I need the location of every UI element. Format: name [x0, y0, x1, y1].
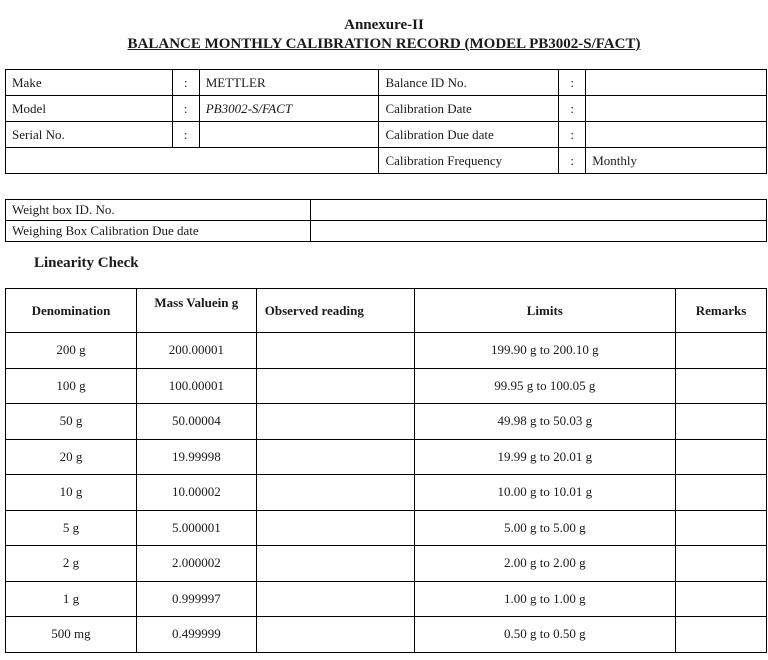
- serial-label: Serial No.: [6, 122, 173, 148]
- linearity-table-body: [6, 333, 767, 653]
- denomination-cell: 2 g: [6, 546, 137, 582]
- remarks-cell[interactable]: [676, 368, 767, 404]
- column-header-limits: Limits: [414, 289, 676, 333]
- observed-reading-cell[interactable]: [256, 581, 414, 617]
- table-row: [6, 581, 767, 617]
- weight-box-row: [6, 221, 767, 242]
- limits-cell: 99.95 g to 100.05 g: [414, 368, 676, 404]
- calibration-date-label: Calibration Date: [379, 96, 559, 122]
- table-row: [6, 510, 767, 546]
- make-value: METTLER: [199, 70, 379, 96]
- info-row: [6, 70, 767, 96]
- column-header-observed-reading: Observed reading: [256, 289, 414, 333]
- colon: :: [559, 96, 586, 122]
- denomination-cell: 200 g: [6, 333, 137, 369]
- mass-value-cell: 0.499999: [136, 617, 256, 653]
- colon: :: [172, 122, 199, 148]
- denomination-cell: 10 g: [6, 475, 137, 511]
- mass-value-cell: 0.999997: [136, 581, 256, 617]
- limits-cell: 10.00 g to 10.01 g: [414, 475, 676, 511]
- mass-value-cell: 100.00001: [136, 368, 256, 404]
- column-header-remarks: Remarks: [676, 289, 767, 333]
- remarks-cell[interactable]: [676, 404, 767, 440]
- colon: :: [559, 148, 586, 174]
- info-row: [6, 122, 767, 148]
- table-row: [6, 368, 767, 404]
- mass-value-cell: 10.00002: [136, 475, 256, 511]
- remarks-cell[interactable]: [676, 510, 767, 546]
- info-row: [6, 96, 767, 122]
- column-header-mass-value: Mass Valuein g: [136, 289, 256, 333]
- table-row: [6, 475, 767, 511]
- limits-cell: 49.98 g to 50.03 g: [414, 404, 676, 440]
- column-header-denomination: Denomination: [6, 289, 137, 333]
- calibration-frequency-value: Monthly: [586, 148, 767, 174]
- balance-id-value[interactable]: [586, 70, 767, 96]
- denomination-cell: 1 g: [6, 581, 137, 617]
- limits-cell: 1.00 g to 1.00 g: [414, 581, 676, 617]
- colon: :: [172, 70, 199, 96]
- weight-box-table: [5, 199, 767, 242]
- limits-cell: 5.00 g to 5.00 g: [414, 510, 676, 546]
- mass-value-cell: 200.00001: [136, 333, 256, 369]
- remarks-cell[interactable]: [676, 475, 767, 511]
- table-row: [6, 439, 767, 475]
- limits-cell: 0.50 g to 0.50 g: [414, 617, 676, 653]
- observed-reading-cell[interactable]: [256, 333, 414, 369]
- linearity-header-row: [6, 289, 767, 333]
- balance-info-table: [5, 69, 767, 174]
- info-row: [6, 148, 767, 174]
- calibration-frequency-label: Calibration Frequency: [379, 148, 559, 174]
- observed-reading-cell[interactable]: [256, 546, 414, 582]
- serial-value[interactable]: [199, 122, 379, 148]
- denomination-cell: 500 mg: [6, 617, 137, 653]
- colon: :: [172, 96, 199, 122]
- remarks-cell[interactable]: [676, 581, 767, 617]
- limits-cell: 2.00 g to 2.00 g: [414, 546, 676, 582]
- table-row: [6, 617, 767, 653]
- remarks-cell[interactable]: [676, 439, 767, 475]
- mass-value-cell: 5.000001: [136, 510, 256, 546]
- observed-reading-cell[interactable]: [256, 439, 414, 475]
- observed-reading-cell[interactable]: [256, 368, 414, 404]
- document-title: BALANCE MONTHLY CALIBRATION RECORD (MODEL PB3002-S/FACT): [127, 36, 641, 52]
- observed-reading-cell[interactable]: [256, 510, 414, 546]
- remarks-cell[interactable]: [676, 546, 767, 582]
- table-row: [6, 333, 767, 369]
- denomination-cell: 50 g: [6, 404, 137, 440]
- calibration-due-label: Calibration Due date: [379, 122, 559, 148]
- remarks-cell[interactable]: [676, 617, 767, 653]
- colon: :: [559, 70, 586, 96]
- table-row: [6, 546, 767, 582]
- mass-value-cell: 19.99998: [136, 439, 256, 475]
- observed-reading-cell[interactable]: [256, 617, 414, 653]
- mass-value-cell: 50.00004: [136, 404, 256, 440]
- mass-value-cell: 2.000002: [136, 546, 256, 582]
- denomination-cell: 100 g: [6, 368, 137, 404]
- calibration-due-value[interactable]: [586, 122, 767, 148]
- calibration-date-value[interactable]: [586, 96, 767, 122]
- model-value: PB3002-S/FACT: [199, 96, 379, 122]
- observed-reading-cell[interactable]: [256, 404, 414, 440]
- annexure-label: Annexure-II: [344, 17, 424, 33]
- balance-id-label: Balance ID No.: [379, 70, 559, 96]
- empty-cell: [6, 148, 379, 174]
- denomination-cell: 20 g: [6, 439, 137, 475]
- linearity-check-heading: Linearity Check: [34, 255, 139, 271]
- limits-cell: 19.99 g to 20.01 g: [414, 439, 676, 475]
- weight-box-id-label: Weight box ID. No.: [6, 200, 311, 221]
- observed-reading-cell[interactable]: [256, 475, 414, 511]
- weight-box-row: [6, 200, 767, 221]
- make-label: Make: [6, 70, 173, 96]
- remarks-cell[interactable]: [676, 333, 767, 369]
- denomination-cell: 5 g: [6, 510, 137, 546]
- weighing-box-due-value[interactable]: [310, 221, 766, 242]
- weighing-box-due-label: Weighing Box Calibration Due date: [6, 221, 311, 242]
- table-row: [6, 404, 767, 440]
- weight-box-id-value[interactable]: [310, 200, 766, 221]
- model-label: Model: [6, 96, 173, 122]
- linearity-table: [5, 288, 767, 653]
- colon: :: [559, 122, 586, 148]
- limits-cell: 199.90 g to 200.10 g: [414, 333, 676, 369]
